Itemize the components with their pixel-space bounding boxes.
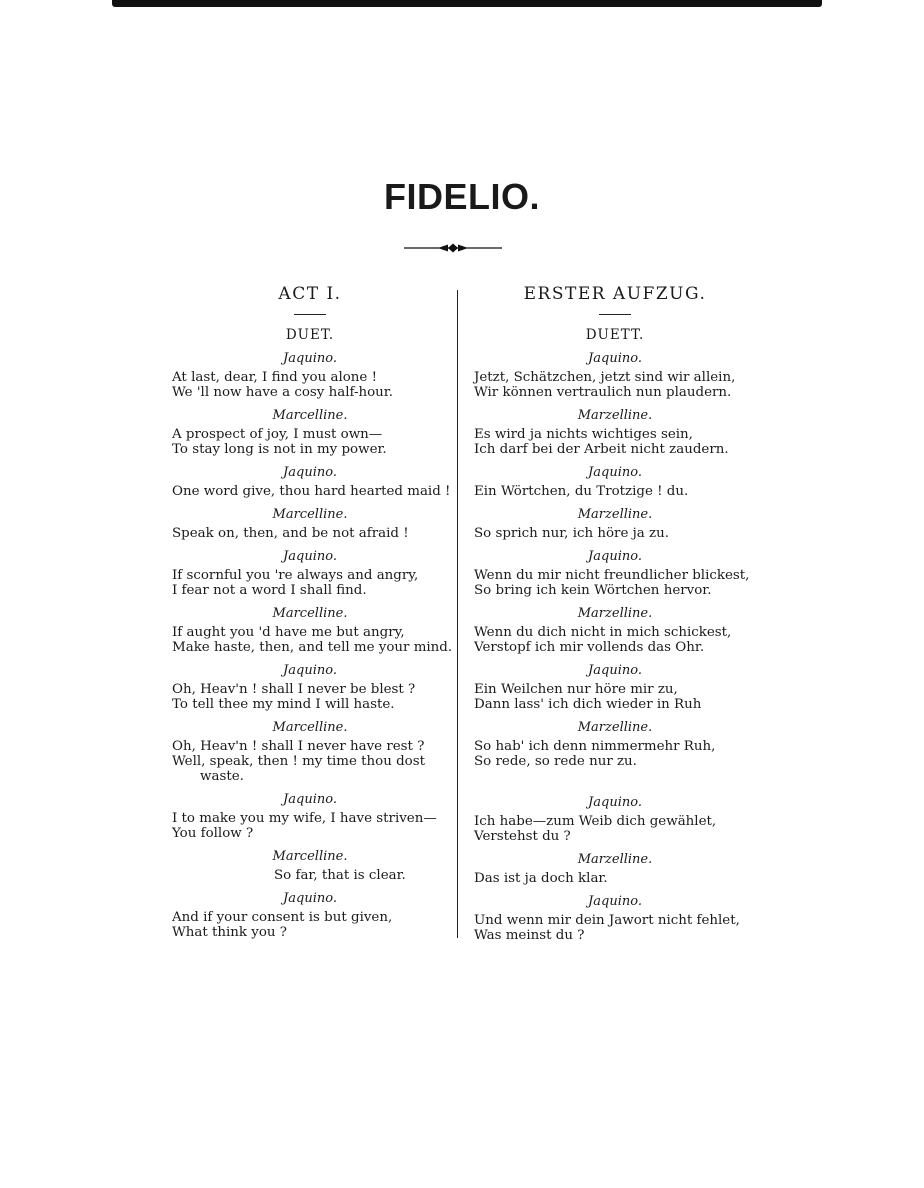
verse-line: One word give, thou hard hearted maid ! [172, 484, 451, 499]
verse-line: Was meinst du ? [474, 928, 585, 943]
section-heading: DUET. [285, 327, 335, 343]
verse-line: So rede, so rede nur zu. [474, 754, 637, 769]
verse-line: Oh, Heav'n ! shall I never have rest ? [172, 739, 425, 754]
verse-line: Wir können vertraulich nun plaudern. [474, 385, 732, 400]
verse-line: What think you ? [172, 925, 287, 940]
dialogue-block [172, 891, 448, 940]
verse-line: At last, dear, I find you alone ! [172, 370, 377, 385]
heading-rule [294, 314, 326, 315]
dialogue-block [474, 351, 756, 400]
speaker-name: Jaquino. [588, 549, 642, 564]
speaker-name: Marcelline. [272, 408, 348, 423]
verse-line: You follow ? [172, 826, 254, 841]
verse-line: I to make you my wife, I have striven— [172, 811, 437, 826]
speaker-name: Jaquino. [588, 351, 642, 366]
speaker-name: Marcelline. [272, 507, 348, 522]
speaker-name: Jaquino. [283, 792, 337, 807]
speaker-name: Marzelline. [577, 408, 653, 423]
dialogue-block [172, 549, 448, 598]
verse-line: I fear not a word I shall find. [172, 583, 367, 598]
speaker-name: Marcelline. [272, 720, 348, 735]
dialogue-block [172, 663, 448, 712]
heading-rule [599, 314, 631, 315]
speaker-name: Marzelline. [577, 507, 653, 522]
dialogue-block [474, 852, 756, 886]
page-title: FIDELIO. [384, 176, 540, 217]
act-heading: ERSTER AUFZUG. [523, 284, 707, 304]
verse-line: Well, speak, then ! my time thou dost [172, 754, 425, 769]
speaker-name: Marzelline. [577, 852, 653, 867]
act-heading: ACT I. [278, 284, 342, 304]
verse-line: Jetzt, Schätzchen, jetzt sind wir allein, [474, 370, 736, 385]
dialogue-block [474, 408, 756, 457]
english-column [172, 284, 453, 940]
verse-line: To stay long is not in my power. [172, 442, 387, 457]
german-column [474, 284, 756, 943]
speaker-name: Jaquino. [283, 351, 337, 366]
verse-line: Es wird ja nichts wichtiges sein, [474, 427, 693, 442]
verse-line: Ein Weilchen nur höre mir zu, [474, 682, 678, 697]
speaker-name: Marcelline. [272, 849, 348, 864]
verse-line: So hab' ich denn nimmermehr Ruh, [474, 739, 716, 754]
verse-line: So far, that is clear. [274, 868, 406, 883]
verse-line: To tell thee my mind I will haste. [172, 697, 395, 712]
speaker-name: Jaquino. [588, 465, 642, 480]
verse-line: Ich habe—zum Weib dich gewählet, [474, 814, 717, 829]
dialogue-block [474, 507, 756, 541]
dialogue-block [474, 465, 756, 499]
verse-line: Verstopf ich mir vollends das Ohr. [474, 640, 705, 655]
speaker-name: Jaquino. [283, 891, 337, 906]
dialogue-blocks [474, 351, 756, 943]
verse-line: Dann lass' ich dich wieder in Ruh [474, 697, 702, 712]
verse-line: Verstehst du ? [474, 829, 571, 844]
verse-line: Wenn du mir nicht freundlicher blickest, [474, 568, 750, 583]
verse-line: Make haste, then, and tell me your mind. [172, 640, 453, 655]
verse-line: So sprich nur, ich höre ja zu. [474, 526, 669, 541]
verse-line: So bring ich kein Wörtchen hervor. [474, 583, 712, 598]
dialogue-blocks [172, 351, 453, 940]
verse-line: waste. [200, 769, 244, 784]
verse-line: Wenn du dich nicht in mich schickest, [474, 625, 732, 640]
verse-line: Oh, Heav'n ! shall I never be blest ? [172, 682, 416, 697]
top-rule [112, 0, 822, 7]
column-divider [457, 290, 458, 938]
dialogue-block [474, 894, 756, 943]
speaker-name: Jaquino. [588, 894, 642, 909]
dialogue-block [474, 720, 756, 769]
speaker-name: Marzelline. [577, 606, 653, 621]
section-heading: DUETT. [585, 327, 645, 343]
dialogue-block [172, 792, 448, 841]
dialogue-block [474, 606, 756, 655]
verse-line: Ein Wörtchen, du Trotzige ! du. [474, 484, 689, 499]
dialogue-block [172, 465, 451, 499]
dialogue-block [172, 507, 448, 541]
verse-line: If scornful you 're always and angry, [172, 568, 419, 583]
speaker-name: Jaquino. [588, 663, 642, 678]
verse-line: Speak on, then, and be not afraid ! [172, 526, 409, 541]
verse-line: Und wenn mir dein Jawort nicht fehlet, [474, 913, 740, 928]
dialogue-block [474, 549, 756, 598]
dialogue-block [172, 351, 448, 400]
verse-line: A prospect of joy, I must own— [172, 427, 383, 442]
verse-line: Das ist ja doch klar. [474, 871, 608, 886]
dialogue-block [474, 663, 756, 712]
speaker-name: Jaquino. [283, 549, 337, 564]
dialogue-block [172, 408, 448, 457]
ornament-divider-icon [404, 241, 502, 255]
dialogue-block [172, 606, 453, 655]
speaker-name: Jaquino. [588, 795, 642, 810]
verse-line: And if your consent is but given, [172, 910, 393, 925]
dialogue-block [172, 720, 448, 784]
speaker-name: Marzelline. [577, 720, 653, 735]
verse-line: Ich darf bei der Arbeit nicht zaudern. [474, 442, 729, 457]
speaker-name: Marcelline. [272, 606, 348, 621]
speaker-name: Jaquino. [283, 663, 337, 678]
speaker-name: Jaquino. [283, 465, 337, 480]
verse-line: If aught you 'd have me but angry, [172, 625, 405, 640]
dialogue-block [172, 849, 448, 883]
dialogue-block [474, 769, 756, 844]
verse-line: We 'll now have a cosy half-hour. [172, 385, 393, 400]
